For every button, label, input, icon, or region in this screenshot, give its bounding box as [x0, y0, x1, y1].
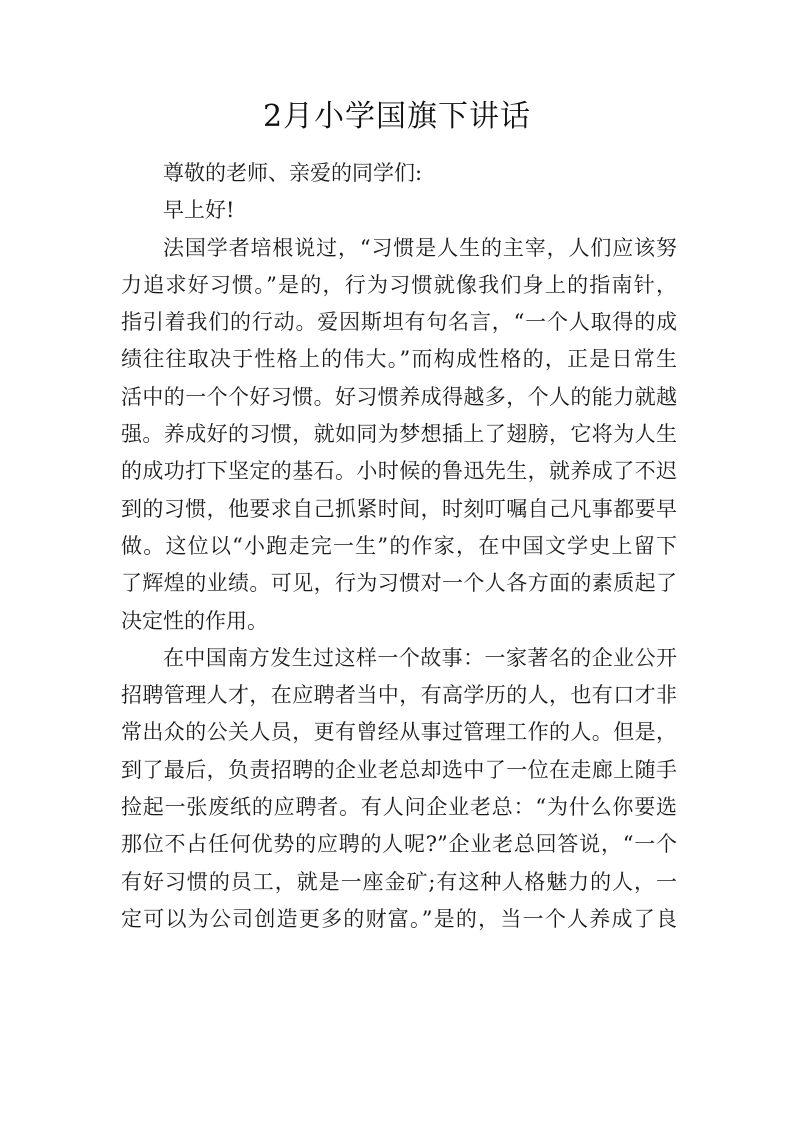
body-line: 指引着我们的行动。爱因斯坦有句名言，“一个人取得的成 [121, 310, 677, 335]
body-line: 绩往往取决于性格上的伟大。”而构成性格的，正是日常生 [121, 347, 677, 372]
body-line: 的成功打下坚定的基石。小时候的鲁迅先生，就养成了不迟 [121, 459, 677, 484]
body-line: 招聘管理人才，在应聘者当中，有高学历的人，也有口才非 [121, 683, 677, 708]
document-body [121, 155, 677, 938]
body-line: 法国学者培根说过，“习惯是人生的主宰，人们应该努 [163, 235, 677, 260]
body-line: 有好习惯的员工，就是一座金矿;有这种人格魅力的人，一 [121, 869, 677, 894]
body-line: 到了最后，负责招聘的企业老总却选中了一位在走廊上随手 [121, 757, 677, 782]
body-line: 力追求好习惯。”是的，行为习惯就像我们身上的指南针， [121, 272, 677, 297]
body-line: 那位不占任何优势的应聘的人呢?”企业老总回答说，“一个 [121, 832, 677, 857]
body-line: 活中的一个个好习惯。好习惯养成得越多，个人的能力就越 [121, 384, 677, 409]
body-line: 在中国南方发生过这样一个故事：一家著名的企业公开 [163, 645, 677, 670]
body-line: 做。这位以“小跑走完一生”的作家，在中国文学史上留下 [121, 533, 677, 558]
body-line: 捡起一张废纸的应聘者。有人问企业老总：“为什么你要选 [121, 795, 677, 820]
document-title: 2月小学国旗下讲话 [262, 99, 532, 134]
body-line: 到的习惯，他要求自己抓紧时间，时刻叮嘱自己凡事都要早 [121, 496, 677, 521]
body-line: 常出众的公关人员，更有曾经从事过管理工作的人。但是， [121, 720, 677, 745]
body-line: 决定性的作用。 [121, 608, 268, 633]
body-line: 早上好! [163, 198, 235, 223]
body-line: 定可以为公司创造更多的财富。”是的，当一个人养成了良 [121, 906, 677, 931]
body-line: 强。养成好的习惯，就如同为梦想插上了翅膀，它将为人生 [121, 422, 677, 447]
body-line: 尊敬的老师、亲爱的同学们: [163, 161, 423, 185]
body-line: 了辉煌的业绩。可见，行为习惯对一个人各方面的素质起了 [121, 571, 677, 596]
